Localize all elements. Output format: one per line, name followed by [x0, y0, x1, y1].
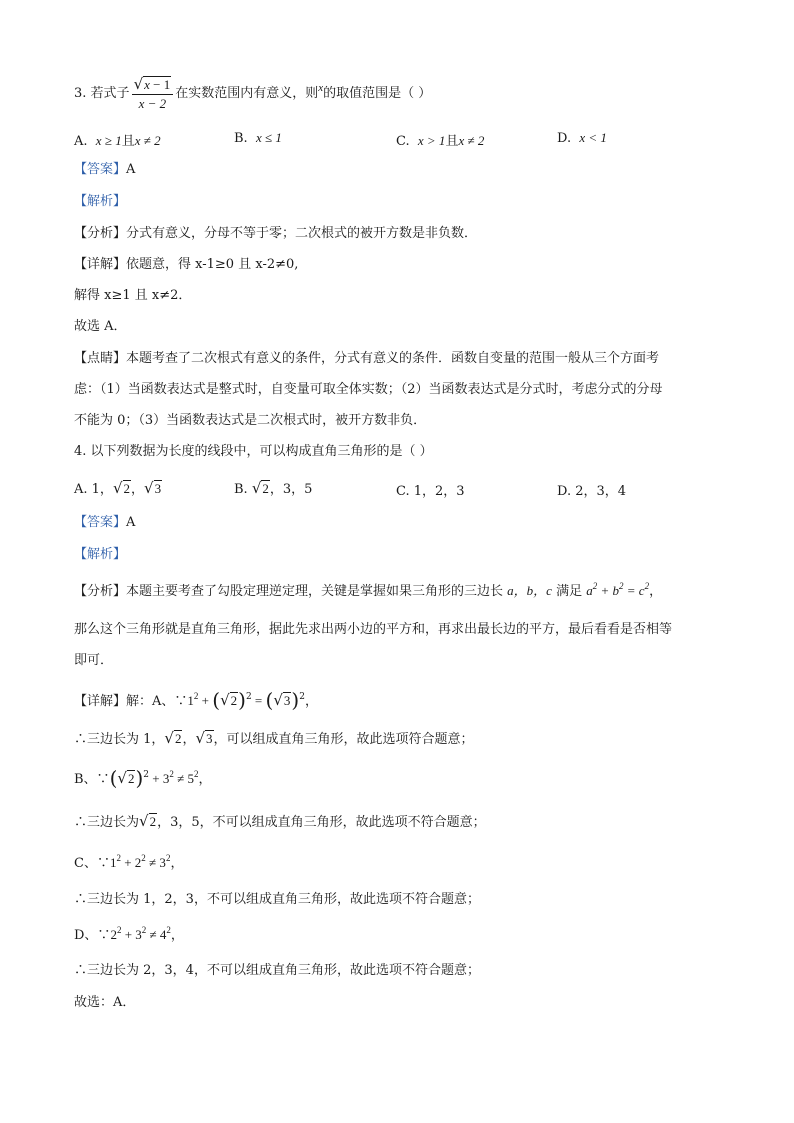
q3-option-d: D. x < 1	[557, 130, 607, 146]
q4-option-c: C. 1，2，3	[396, 484, 465, 499]
q4-option-d: D. 2，3，4	[557, 484, 627, 499]
q4-fenxi-2: 那么这个三角形就是直角三角形，据此先求出两小边的平方和，再求出最长边的平方，最后看看是否相等	[74, 622, 673, 637]
q4-number: 4.	[74, 444, 87, 459]
q3-stem-post: 的取值范围是（ ）	[323, 86, 432, 101]
q3-frac-den: x − 2	[138, 95, 167, 111]
q4-conclusion-d: ∴三边长为 2，3，4，不可以组成直角三角形，故此选项不符合题意；	[74, 963, 480, 978]
q4-final: 故选：A．	[74, 995, 136, 1010]
q4-option-a: A. 1，√2，√3	[74, 479, 162, 497]
q4-answer-value: A	[126, 515, 136, 530]
q3-answer	[74, 161, 135, 179]
q3-sqrt: √x − 1	[133, 74, 171, 93]
q4-line-c: C、$\because 1^2 + 2^2 \ne 3^2$，	[74, 853, 184, 871]
q3-xiangjie-tag: 【详解】	[74, 257, 127, 272]
q3-xiangjie: 【详解】依题意，得 x-1≥0 且 x-2≠0,	[74, 257, 299, 272]
q3-option-b: B. x ≤ 1	[234, 130, 282, 146]
q3-choose: 故选 A．	[74, 319, 127, 334]
q4-fenxi-1: 【分析】本题主要考查了勾股定理逆定理，关键是掌握如果三角形的三边长 a，b，c 满足 $a^2 + b^2 = c^2$，	[74, 581, 663, 599]
q3-fenxi-tag: 【分析】	[74, 226, 127, 241]
q3-stem-var: x	[318, 82, 324, 94]
q3-dianjing-1: 【点睛】本题考查了二次根式有意义的条件，分式有意义的条件．函数自变量的范围一般从三个方面考	[74, 351, 660, 366]
q3-number: 3.	[74, 86, 87, 101]
q4-answer	[74, 514, 135, 532]
q3-answer-value: A	[126, 162, 136, 177]
q4-analysis-heading: 【解析】	[74, 547, 127, 562]
q3-option-c: C. x > 1且x ≠ 2	[396, 133, 485, 149]
q3-solve: 解得 x≥1 且 x≠2．	[74, 288, 192, 303]
q4-fenxi-3: 即可．	[74, 653, 114, 668]
q3-option-a: A. x ≥ 1且x ≠ 2	[74, 133, 161, 149]
q4-conclusion-c: ∴三边长为 1，2，3，不可以组成直角三角形，故此选项不符合题意；	[74, 892, 480, 907]
q3-analysis-heading: 【解析】	[74, 194, 127, 209]
q4-stem: 4. 以下列数据为长度的线段中，可以构成直角三角形的是（ ）	[74, 444, 433, 459]
q3-stem-mid: 在实数范围内有意义，则	[175, 86, 319, 101]
q3-dianjing-3: 不能为 0；（3）当函数表达式是二次根式时，被开方数非负．	[74, 413, 427, 428]
q3-fraction	[132, 76, 174, 112]
q4-line-b: B、$\because(√2)^2 + 3^2 \ne 5^2$，	[74, 766, 212, 790]
q3-answer-tag: 【答案】	[74, 162, 127, 177]
q3-stem	[74, 74, 431, 114]
q4-xiangjie-a: 【详解】解：A、$\because 1^2 + (√2)^2 = (√3)^2$，	[74, 688, 318, 712]
q3-dianjing-tag: 【点睛】	[74, 351, 127, 366]
q3-dianjing-2: 虑：（1）当函数表达式是整式时，自变量可取全体实数；（2）当函数表达式是分式时，考虑分式的分母	[74, 382, 663, 397]
q4-xiangjie-tag: 【详解】	[74, 694, 127, 709]
q4-line-d: D、$\because 2^2 + 3^2 \ne 4^2$，	[74, 925, 184, 943]
q3-stem-pre: 若式子	[90, 86, 130, 101]
q4-option-b: B. √2，3，5	[234, 479, 313, 497]
q4-conclusion-a: ∴三边长为 1，√2，√3，可以组成直角三角形，故此选项符合题意；	[74, 729, 474, 747]
q3-fenxi: 【分析】分式有意义，分母不等于零；二次根式的被开方数是非负数．	[74, 226, 478, 241]
q4-conclusion-b: ∴三边长为√2，3，5，不可以组成直角三角形，故此选项不符合题意；	[74, 812, 486, 830]
q4-answer-tag: 【答案】	[74, 515, 127, 530]
q4-fenxi-tag: 【分析】	[74, 584, 127, 599]
